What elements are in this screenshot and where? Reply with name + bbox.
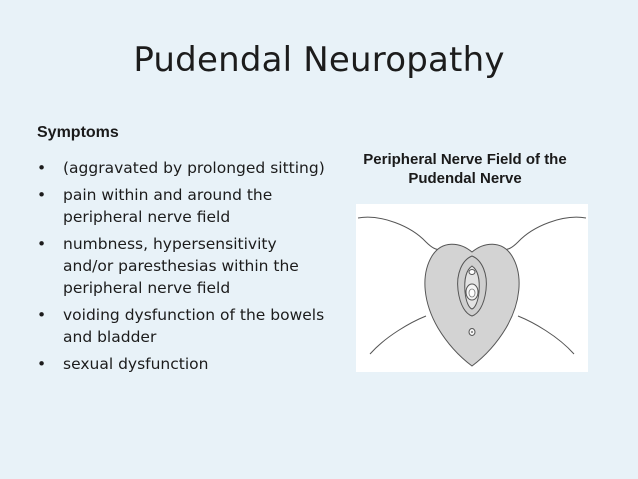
list-item [37,184,327,228]
pudendal-nerve-field-diagram [356,204,588,372]
list-item-text: pain within and around the peripheral nerve field [63,186,273,226]
clitoris-icon [469,270,475,275]
list-item [37,157,327,179]
nerve-field-illustration [356,204,588,372]
symptoms-heading: Symptoms [37,124,119,141]
list-item [37,233,327,299]
right-thigh-outline [502,217,586,250]
list-item-text: sexual dysfunction [63,355,209,373]
left-buttock-outline [370,316,426,354]
bullet-icon: • [37,159,47,177]
bullet-icon: • [37,235,47,253]
slide-title: Pudendal Neuropathy [133,40,505,80]
bullet-icon: • [37,355,47,373]
bullet-icon: • [37,186,47,204]
left-thigh-outline [358,217,442,250]
bullet-icon: • [37,306,47,324]
list-item-text: voiding dysfunction of the bowels and bladder [63,306,325,346]
list-item [37,304,327,348]
list-item [37,353,327,375]
figure-caption: Peripheral Nerve Field of the Pudendal Nerve [363,151,567,187]
list-item-text: numbness, hypersensitivity and/or paresthesias within the peripheral nerve field [63,235,299,297]
symptoms-list [37,157,327,380]
right-buttock-outline [518,316,574,354]
list-item-text: (aggravated by prolonged sitting) [63,159,325,177]
